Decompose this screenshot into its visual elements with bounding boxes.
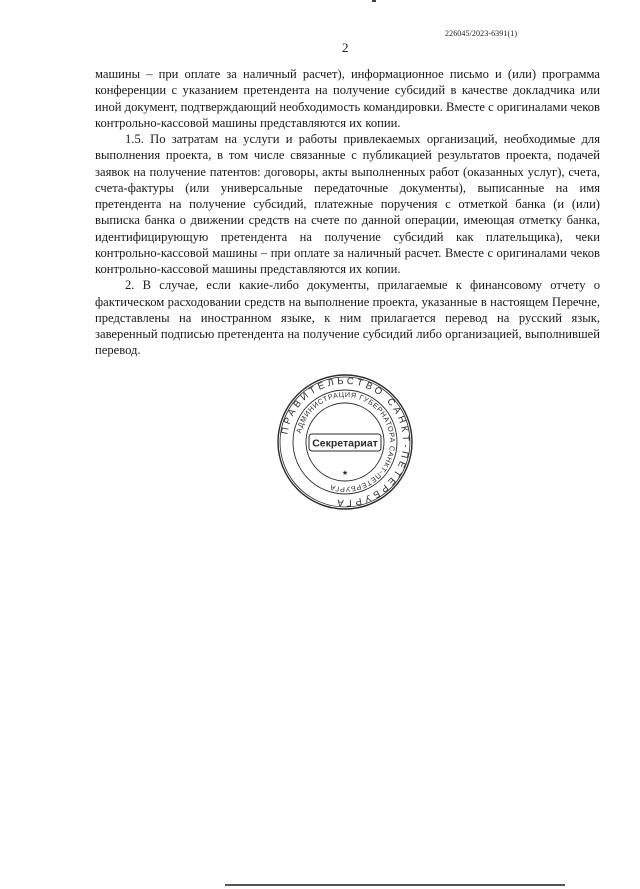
seal-outer-text: ПРАВИТЕЛЬСТВО САНКТ-ПЕТЕРБУРГА: [279, 375, 412, 509]
seal-inner-text: АДМИНИСТРАЦИЯ ГУБЕРНАТОРА САНКТ-ПЕТЕРБУРГА: [293, 389, 398, 495]
document-body: [95, 66, 600, 359]
page-number: 2: [342, 40, 349, 55]
paragraph-2: 2. В случае, если какие-либо документы, прилагаемые к финансовому отчету о фактическом расходовании средств на выполнение проекта, указанные в настоящем Перечне, представлены на иностранном языке, к ним прилагается перевод на русский язык, заверенный подписью претендента на получение субсидий либо организацией, выполнившей перевод.: [95, 278, 600, 358]
seal-star-icon: ★: [341, 469, 349, 477]
official-seal: [275, 372, 415, 512]
scan-top-mark: [372, 0, 376, 2]
scan-bottom-edge: [225, 884, 565, 886]
paragraph-1-5: 1.5. По затратам на услуги и работы привлекаемых организаций, необходимые для выполнения проекта, в том числе связанные с публикацией результатов проекта, подачей заявок на получение патентов: договоры, акты выполненных работ (оказанных услуг), счета, счета-фактуры (или универсальные передаточные документы), выписанные на имя претендента на получение субсидий, платежные поручения с отметкой банка (и (или) выписка банка о движении средств на счете по данной операции, имеющая отметку банка, идентифицирующую претендента на получение субсидий как плательщика), чеки контрольно-кассовой машины – при оплате за наличный расчет. Вместе с оригиналами чеков контрольно-кассовой машины представляются их копии.: [95, 132, 600, 276]
seal-center-text: Секретариат: [312, 437, 378, 450]
seal-graphic: [275, 372, 415, 512]
paragraph-continuation: машины – при оплате за наличный расчет), информационное письмо и (или) программа конференции с указанием претендента на получение субсидий в качестве докладчика или иной документ, подтверждающий необходимость командировки. Вместе с оригиналами чеков контрольно-кассовой машины представляются их копии.: [95, 67, 600, 130]
document-registration-number: 226045/2023-6391(1): [445, 29, 518, 38]
